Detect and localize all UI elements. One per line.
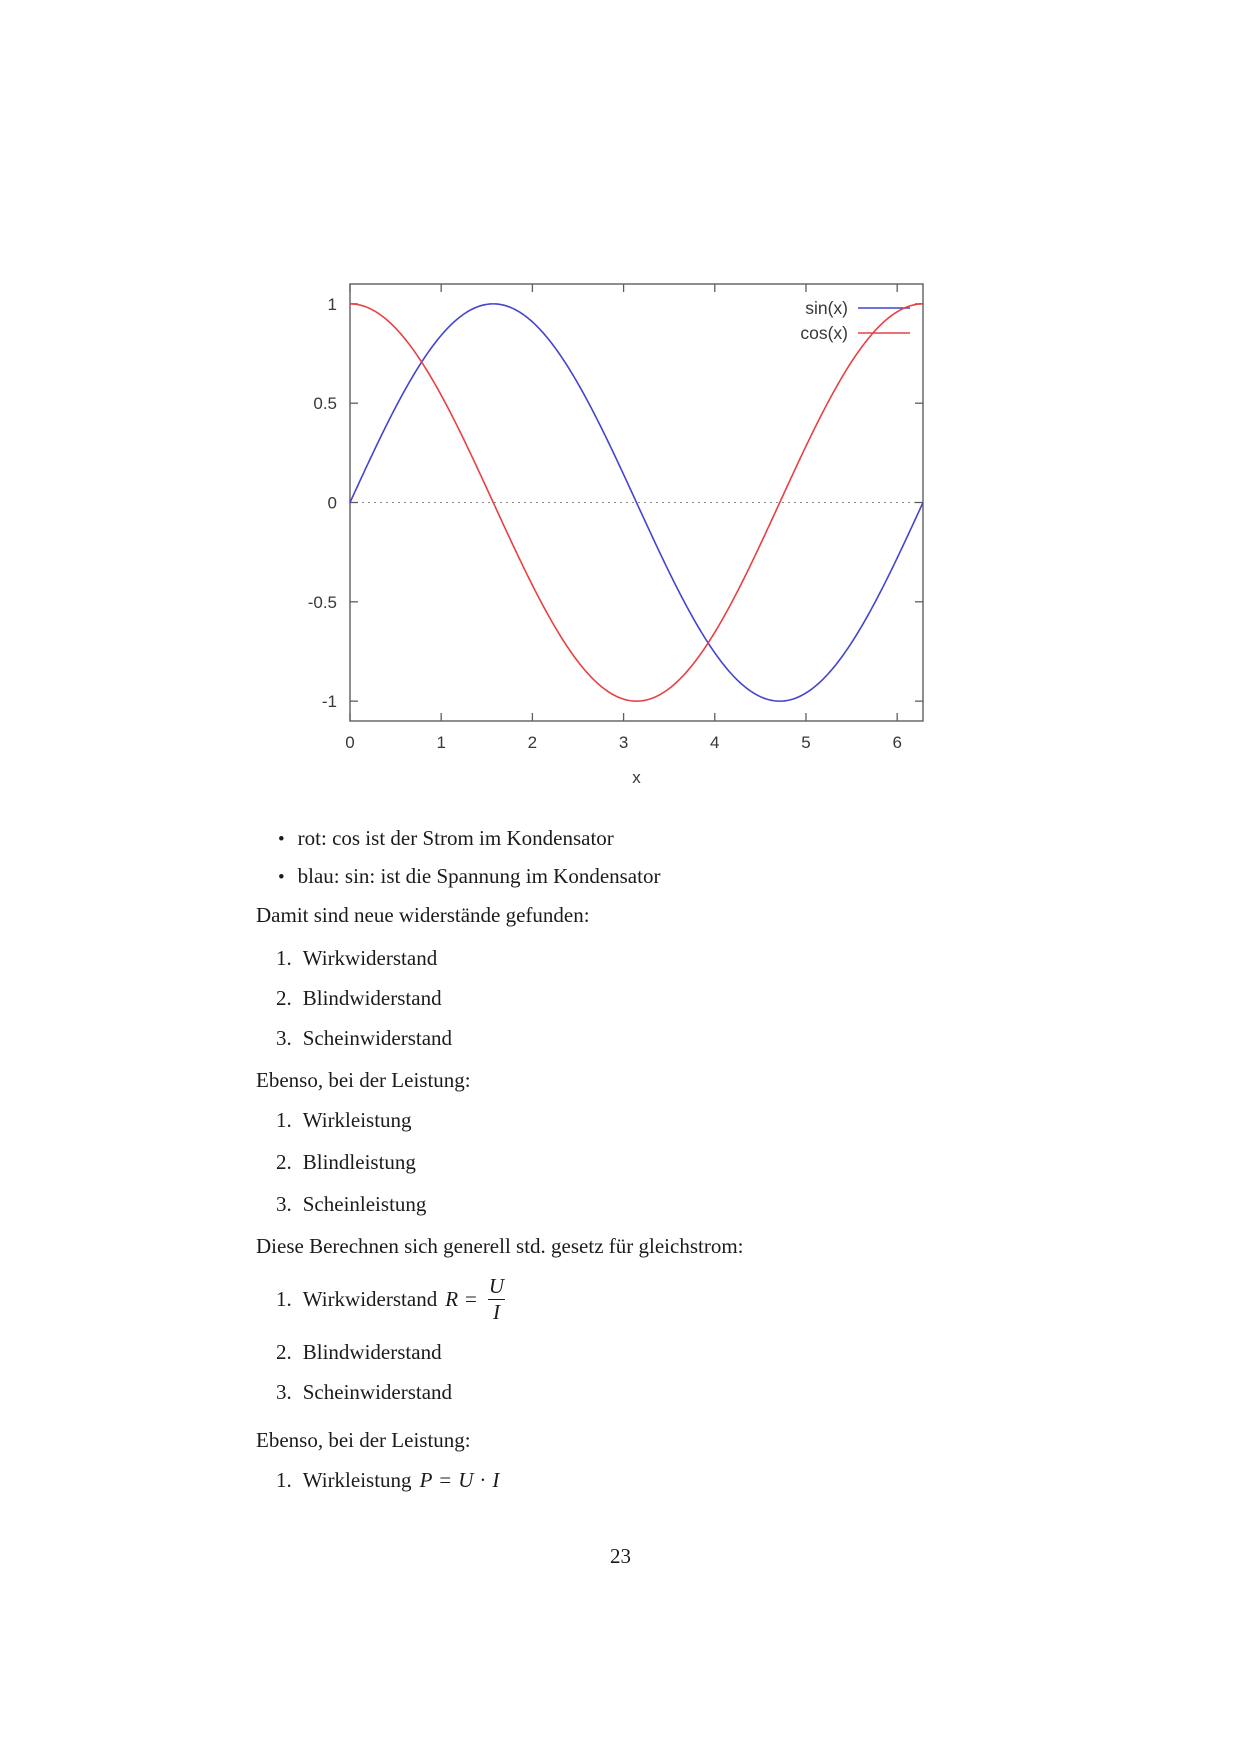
bullet-icon: • bbox=[278, 867, 285, 888]
math-var-p: P bbox=[419, 1468, 433, 1492]
x-tick-label: 5 bbox=[801, 733, 811, 752]
list-item bbox=[276, 1024, 452, 1052]
list-marker: 3. bbox=[276, 1192, 292, 1216]
list-item-text: Blindwiderstand bbox=[302, 1340, 442, 1364]
x-tick-label: 3 bbox=[618, 733, 629, 752]
paragraph-diese: Diese Berechnen sich generell std. gesetz für gleichstrom: bbox=[256, 1234, 744, 1258]
list-item bbox=[276, 1148, 416, 1176]
bullet-text: blau: sin: ist die Spannung im Kondensator bbox=[297, 864, 661, 888]
list-item-text: Wirkwiderstand bbox=[302, 1287, 438, 1311]
list-item-text: Blindleistung bbox=[302, 1150, 416, 1174]
math-var-r: R bbox=[445, 1287, 459, 1311]
fraction-numerator: U bbox=[488, 1274, 505, 1298]
list-item-text: Wirkwiderstand bbox=[302, 946, 438, 970]
list-marker: 3. bbox=[276, 1026, 292, 1050]
paragraph-ebenso: Ebenso, bei der Leistung: bbox=[256, 1068, 471, 1092]
list-marker: 2. bbox=[276, 1150, 292, 1174]
list-item bbox=[276, 984, 442, 1012]
list-marker: 1. bbox=[276, 1468, 292, 1492]
y-tick-label: 0 bbox=[327, 493, 337, 513]
multiplication-dot: · bbox=[479, 1468, 487, 1492]
paragraph-damit: Damit sind neue widerstände gefunden: bbox=[256, 903, 590, 927]
list-item-text: Scheinleistung bbox=[302, 1192, 427, 1216]
y-tick-label: -1 bbox=[321, 692, 337, 712]
legend-label: sin(x) bbox=[805, 298, 848, 318]
list-item bbox=[276, 1190, 426, 1218]
bullet-text: rot: cos ist der Strom im Kondensator bbox=[297, 826, 614, 850]
legend-label: cos(x) bbox=[800, 323, 848, 343]
list-item bbox=[276, 1338, 442, 1366]
y-tick-label: 0.5 bbox=[313, 394, 337, 414]
list-item-text: Scheinwiderstand bbox=[302, 1380, 453, 1404]
fraction-denominator: I bbox=[488, 1299, 505, 1325]
fraction-u-over-i bbox=[484, 1274, 509, 1325]
list-item-text: Wirkleistung bbox=[302, 1468, 412, 1492]
list-marker: 2. bbox=[276, 986, 292, 1010]
paragraph-ebenso-2: Ebenso, bei der Leistung: bbox=[256, 1428, 471, 1452]
x-tick-label: 6 bbox=[892, 733, 902, 752]
sin-cos-figure bbox=[290, 248, 950, 808]
math-var-i: I bbox=[492, 1468, 500, 1492]
bullet-item bbox=[278, 824, 614, 854]
equals-sign: = bbox=[439, 1468, 452, 1492]
bullet-icon: • bbox=[278, 829, 285, 850]
equals-sign: = bbox=[465, 1287, 477, 1311]
y-tick-label: -0.5 bbox=[307, 592, 337, 612]
list-item-text: Scheinwiderstand bbox=[302, 1026, 453, 1050]
x-axis-label: x bbox=[632, 768, 641, 787]
list-item-formula-p bbox=[276, 1466, 499, 1494]
page-number: 23 bbox=[610, 1544, 631, 1568]
list-marker: 1. bbox=[276, 1287, 292, 1311]
sin-cos-plot bbox=[290, 248, 950, 808]
y-tick-label: 1 bbox=[327, 294, 337, 314]
list-item-formula-r bbox=[276, 1274, 509, 1325]
list-item bbox=[276, 1106, 412, 1134]
list-marker: 2. bbox=[276, 1340, 292, 1364]
x-tick-label: 2 bbox=[527, 733, 538, 752]
list-item-text: Blindwiderstand bbox=[302, 986, 442, 1010]
x-tick-label: 4 bbox=[710, 733, 720, 752]
list-marker: 1. bbox=[276, 946, 292, 970]
math-var-u: U bbox=[458, 1468, 474, 1492]
list-item-text: Wirkleistung bbox=[302, 1108, 412, 1132]
list-item bbox=[276, 1378, 452, 1406]
list-item bbox=[276, 944, 437, 972]
x-tick-label: 0 bbox=[345, 733, 355, 752]
bullet-item bbox=[278, 862, 660, 892]
list-marker: 3. bbox=[276, 1380, 292, 1404]
x-tick-label: 1 bbox=[436, 733, 446, 752]
list-marker: 1. bbox=[276, 1108, 292, 1132]
